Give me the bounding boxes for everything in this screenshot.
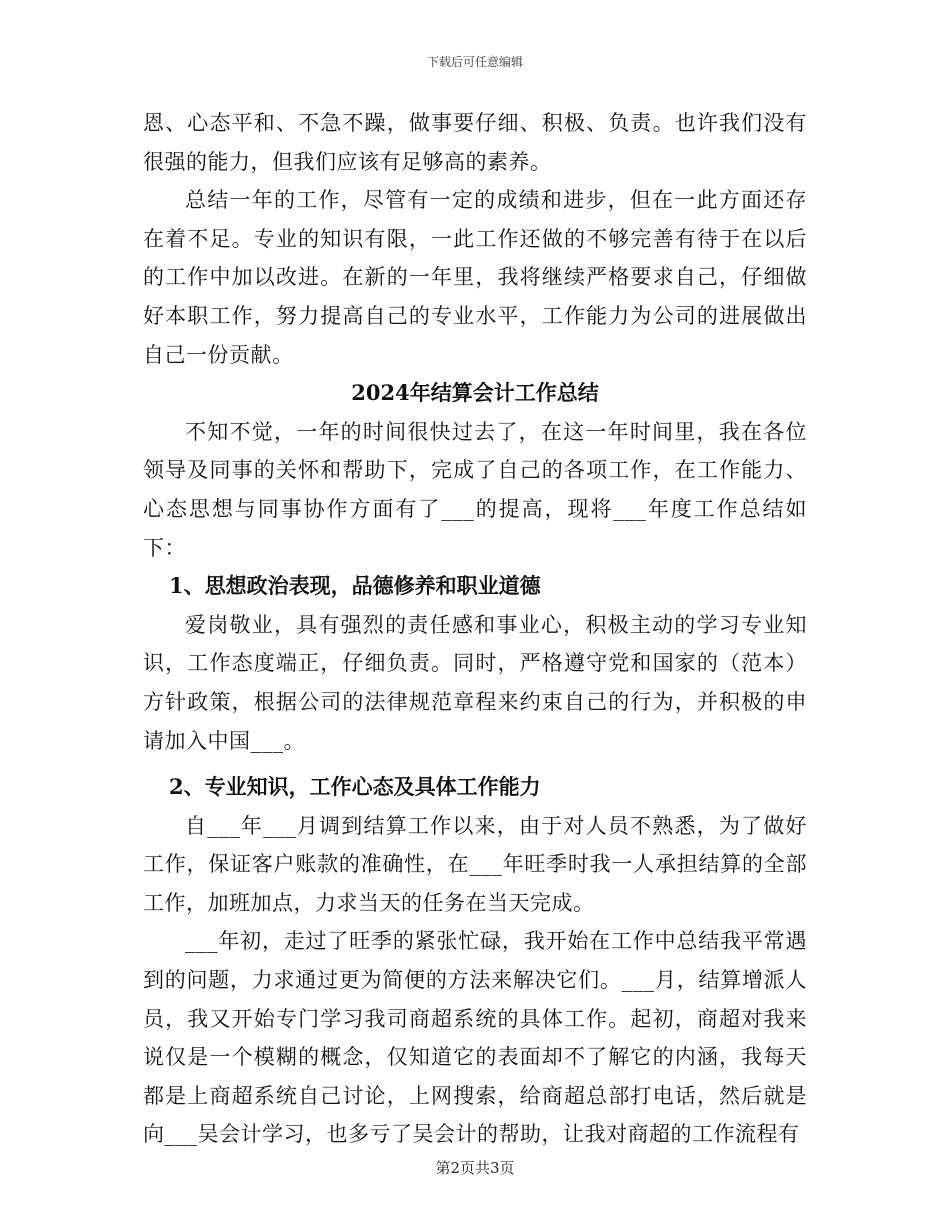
page-header-note: 下载后可任意编辑 xyxy=(426,55,523,69)
paragraph-1: 恩、心态平和、不急不躁，做事要仔细、积极、负责。也许我们没有很强的能力，但我们应该有足够高的素养。 xyxy=(143,111,807,174)
paragraph-2: 总结一年的工作，尽管有一定的成绩和进步，但在一此方面还存在着不足。专业的知识有限，一此工作还做的不够完善有待于在以后的工作中加以改进。在新的一年里，我将继续严格要求自己，仔细做好本职工作，努力提高自己的专业水平，工作能力为公司的进展做出自己一份贡献。 xyxy=(143,188,807,367)
section-heading-2: 2、专业知识，工作心态及具体工作能力 xyxy=(169,774,541,800)
section-heading-1: 1、思想政治表现，品德修养和职业道德 xyxy=(169,573,541,599)
paragraph-5: 自___年___月调到结算工作以来，由于对人员不熟悉，为了做好工作，保证客户账款的准确性，在___年旺季时我一人承担结算的全部工作，加班加点，力求当天的任务在当天完成。 xyxy=(143,813,807,915)
paragraph-4: 爱岗敬业，具有强烈的责任感和事业心，积极主动的学习专业知识，工作态度端正，仔细负责。同时，严格遵守党和国家的（范本）方针政策，根据公司的法律规范章程来约束自己的行为，并积极的申请加入中国___。 xyxy=(143,612,807,753)
paragraph-3: 不知不觉，一年的时间很快过去了，在这一年时间里，我在各位领导及同事的关怀和帮助下，完成了自己的各项工作，在工作能力、心态思想与同事协作方面有了___的提高，现将___年度工作总结如下： xyxy=(143,419,807,560)
paragraph-6: ___年初，走过了旺季的紧张忙碌，我开始在工作中总结我平常遇到的问题，力求通过更为简便的方法来解决它们。___月，结算增派人员，我又开始专门学习我司商超系统的具体工作。起初，商超对我来说仅是一个模糊的概念，仅知道它的表面却不了解它的内涵，我每天都是上商超系统自己讨论，上网搜索，给商超总部打电话，然后就是向___吴会计学习，也多亏了吴会计的帮助，让我对商超的工作流程有 xyxy=(143,929,807,1147)
document-title: 2024年结算会计工作总结 xyxy=(351,380,599,406)
page-number: 第2页共3页 xyxy=(435,1159,515,1177)
document-body xyxy=(143,104,807,1154)
